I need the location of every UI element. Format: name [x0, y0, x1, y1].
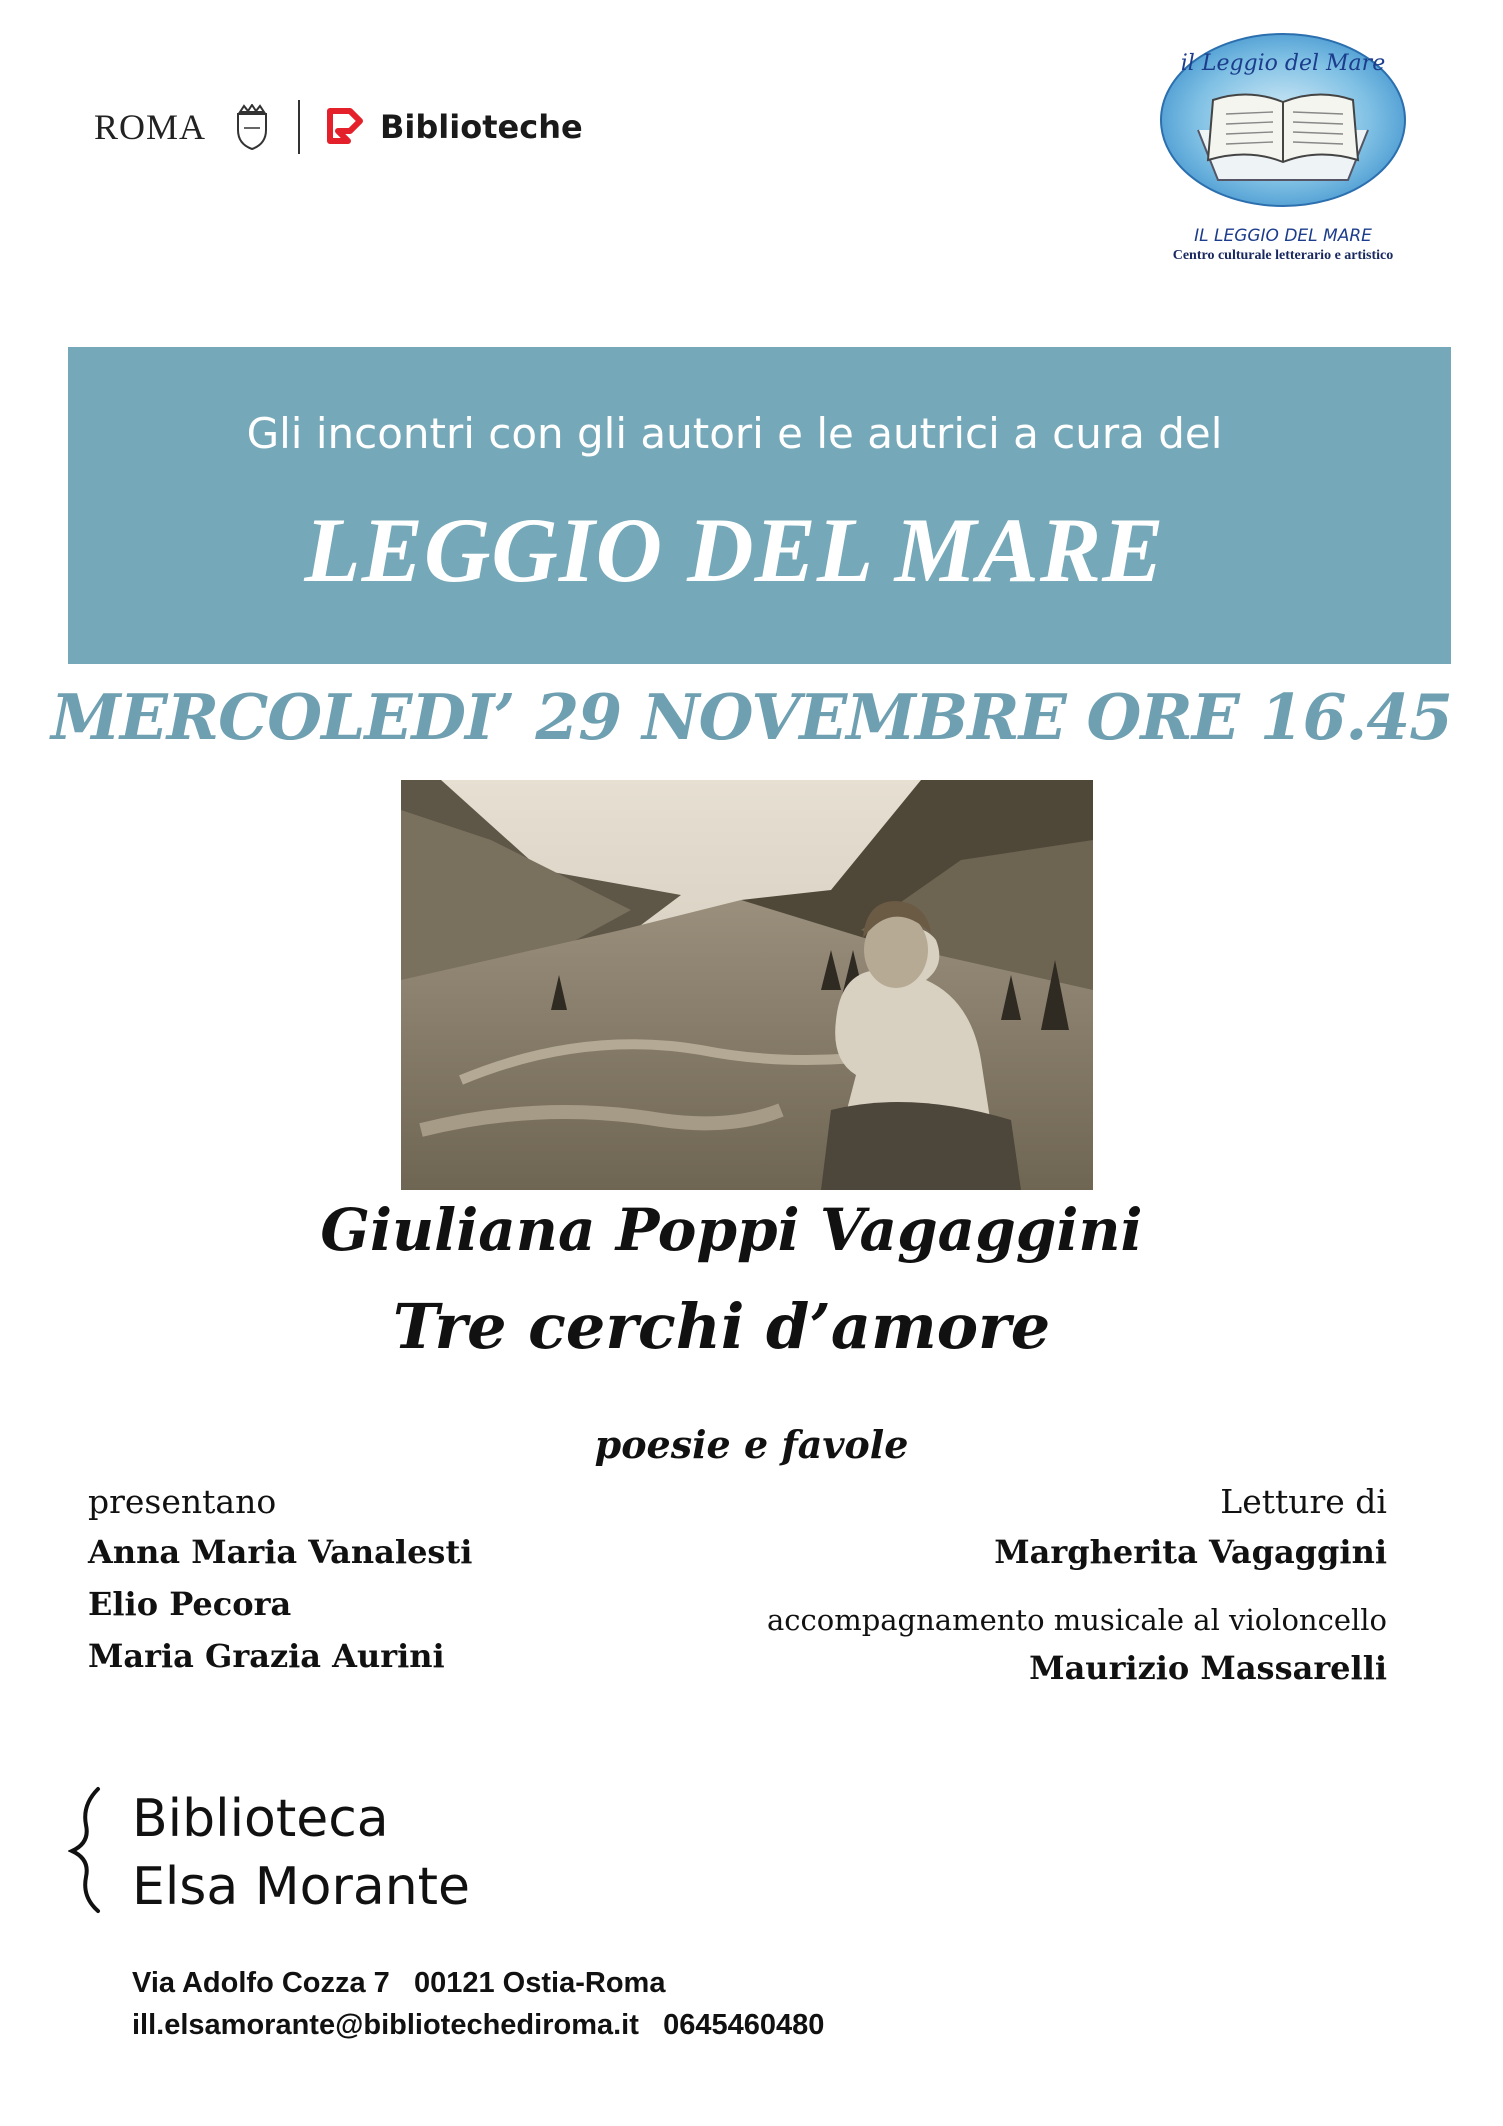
banner-subtitle: Gli incontri con gli autori e le autrici a cura del — [246, 409, 1223, 458]
header-logos — [94, 100, 583, 154]
musician-name: Maurizio Massarelli — [1029, 1649, 1387, 1687]
library-address — [132, 1962, 824, 2046]
title-banner — [68, 347, 1451, 664]
presenter-name: Anna Maria Vanalesti — [88, 1533, 473, 1571]
book-title: Tre cerchi d’amore — [392, 1290, 1051, 1363]
library-name — [132, 1785, 470, 1921]
roma-wordmark: ROMA — [94, 107, 207, 147]
readings — [767, 1482, 1387, 1719]
library-name-line2: Elsa Morante — [132, 1857, 471, 1917]
leggio-del-mare-logo — [1148, 30, 1418, 264]
author-photo — [401, 780, 1093, 1190]
presenter-name: Elio Pecora — [88, 1585, 292, 1623]
readings-label: Letture di — [1220, 1482, 1387, 1521]
author-name: Giuliana Poppi Vagaggini — [320, 1196, 1143, 1264]
open-book-icon — [1158, 30, 1408, 210]
biblioteche-logo — [326, 107, 583, 147]
presenter-name: Maria Grazia Aurini — [88, 1637, 445, 1675]
reader-name: Margherita Vagaggini — [994, 1533, 1387, 1571]
leggio-script-text: il Leggio del Mare — [1180, 51, 1386, 76]
contact-line[interactable]: ill.elsamorante@bibliotechediroma.it 0645460480 — [132, 2009, 825, 2041]
leggio-name: IL LEGGIO DEL MARE — [1194, 226, 1372, 246]
presenters — [88, 1482, 472, 1689]
event-date: MERCOLEDI’ 29 NOVEMBRE ORE 16.45 — [50, 680, 1453, 754]
library-logo — [68, 1785, 470, 1921]
presenters-label: presentano — [88, 1482, 277, 1521]
header-divider — [298, 100, 300, 154]
roma-crest-icon — [232, 104, 272, 150]
book-genre — [0, 1422, 1503, 1467]
library-name-line1: Biblioteca — [132, 1789, 389, 1849]
genre-text: poesie e favole — [594, 1422, 909, 1467]
music-label: accompagnamento musicale al violoncello — [766, 1603, 1387, 1637]
biblioteche-wordmark: Biblioteche — [380, 108, 583, 146]
leggio-subtitle: Centro culturale letterario e artistico — [1172, 248, 1394, 263]
banner-title: LEGGIO DEL MARE — [304, 499, 1165, 601]
brace-icon — [68, 1785, 114, 1915]
address-line: Via Adolfo Cozza 7 00121 Ostia-Roma — [132, 1967, 666, 1999]
biblioteche-icon — [326, 107, 368, 147]
